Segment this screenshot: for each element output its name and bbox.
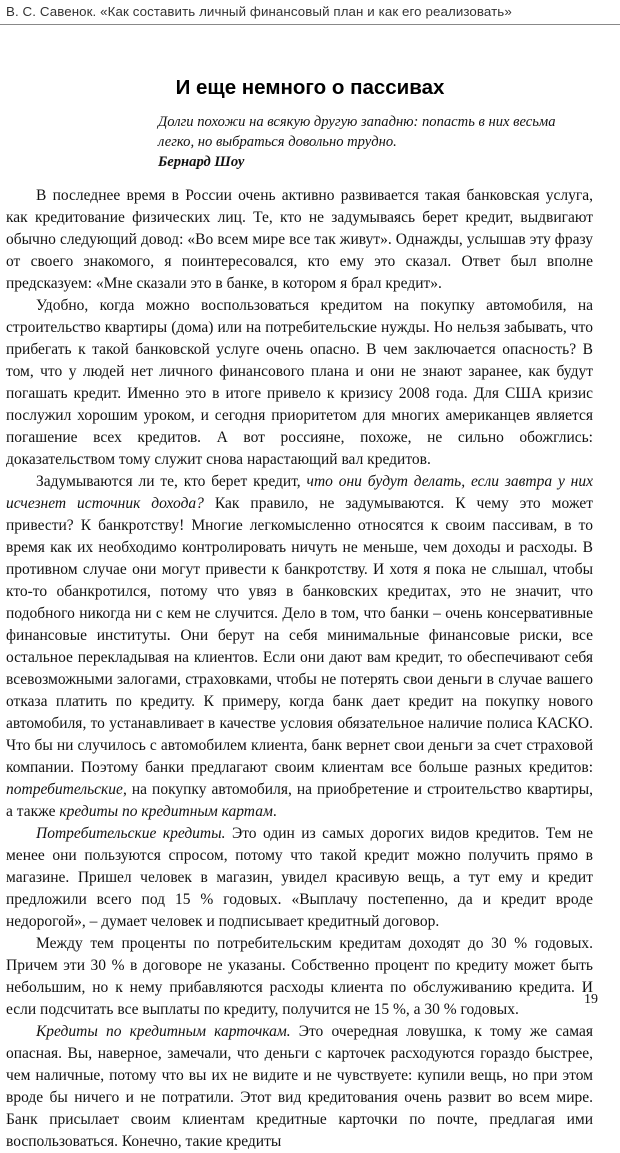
paragraph-1: В последнее время в России очень активно развивается такая банковская услуга, как кредитование физических лиц. Те, кто не задумываясь берет кредит, выдвигают обычно следующий довод: «Во всем мире все так живут». Однажды, услышав эту фразу от своего знакомого, я поинтересовался, кто ему это сказал. Ответ был вполне предсказуем: «Мне сказали это в банке, в котором я брал кредит». (6, 187, 593, 292)
paragraph-4-lead: Потребительские кредиты. (36, 825, 226, 842)
paragraph-3-italic-consumer: потребительские (6, 781, 123, 798)
paragraph-3-text-c: Как правило, не задумываются. К чему это может привести? К банкротству! Многие легкомысленно относятся к своим пассивам, в то время как их необходимо контролировать ничуть не меньше, чем доходы и расходы. В противном случае они могут привести к банкротству. И хотя я пока не слышал, чтобы кто-то обанкротился, потому что увяз в банковских кредитах, это не значит, что подобного никогда ни с кем не случится. Дело в том, что банки – очень консервативные финансовые институты. Они берут на себя минимальные финансовые риски, все остальное перекладывая на клиентов. Если они дают вам кредит, то обеспечивают себя всевозможными залогами, страховками, чтобы не потерять свои деньги в случае вашего отказа платить по кредиту. К примеру, когда банк дает кредит на покупку нового автомобиля, то устанавливает в качестве условия обязательное наличие полиса КАСКО. Что бы ни случилось с автомобилем клиента, банк вернет свои деньги за счет страховой компании. Поэтому банки предлагают своим клиентам все больше разных кредитов: (6, 495, 593, 776)
paragraph-6-text: Это очередная ловушка, к тому же самая опасная. Вы, наверное, замечали, что деньги с карточек расходуются гораздо быстрее, чем наличные, потому что вы их не видите и не чувствуете: купили вещь, но при этом вроде бы ничего и не потратили. Этот вид кредитования очень развит во всем мире. Банк присылает своим клиентам кредитные карточки по почте, предлагая ими воспользоваться. Конечно, такие кредиты (6, 1023, 594, 1150)
paragraph-6-lead: Кредиты по кредитным карточкам. (36, 1023, 291, 1040)
paragraph-4-text: Это один из самых дорогих видов кредитов. Тем не менее они пользуются спросом, потому что такой кредит можно получить прямо в магазине. Пришел человек в магазин, увидел красивую вещь, а тут ему и кредит предложили всего под 15 % годовых. «Выплачу постепенно, да и кредит вроде недорогой», – думает человек и подписывает кредитный договор. (6, 825, 593, 930)
paragraph-3-text-g: . (272, 803, 277, 820)
paragraph-3 (6, 471, 593, 823)
page-number: 19 (584, 992, 598, 1007)
running-head: В. С. Савенок. «Как составить личный финансовый план и как его реализовать» (6, 4, 512, 19)
header-divider (0, 24, 620, 25)
epigraph-quote: Долги похожи на всякую другую западню: попасть в них весьма легко, но выбраться довольно трудно. (158, 114, 556, 150)
chapter-title: И еще немного о пассивах (175, 76, 445, 99)
epigraph-author: Бернард Шоу (158, 154, 245, 170)
body-text (6, 185, 593, 1153)
paragraph-3-italic-question: что они будут делать, если завтра у них исчезнет источник дохода? (6, 473, 593, 512)
paragraph-5: Между тем проценты по потребительским кредитам доходят до 30 % годовых. Причем эти 30 % в договоре не указаны. Собственно процент по кредиту может быть небольшим, но к нему прибавляются расходы клиента по обслуживанию кредита. И если подсчитать все выплаты по кредиту, получится не 15 %, а 30 % годовых. (6, 935, 593, 1018)
epigraph (158, 112, 594, 172)
paragraph-4 (6, 823, 593, 933)
paragraph-3-text-e: , на покупку автомобиля, на приобретение и строительство квартиры, а также (6, 781, 593, 820)
paragraph-3-italic-cards: кредиты по кредитным картам (59, 803, 273, 820)
paragraph-6 (6, 1021, 593, 1153)
paragraph-3-text-a: Задумываются ли те, кто берет кредит, (36, 473, 307, 490)
paragraph-2: Удобно, когда можно воспользоваться кредитом на покупку автомобиля, на строительство квартиры (дома) или на потребительские нужды. Но нельзя забывать, что прибегать к такой банковской услуге очень опасно. В чем заключается опасность? В том, что у людей нет личного финансового плана и они не знают заранее, как будут погашать кредит. Именно это в итоге привело к кризису 2008 года. Для США кризис послужил хорошим уроком, и сегодня приоритетом для многих американцев является погашение всех кредитов. А вот россияне, похоже, не сильно обожглись: доказательством тому служит снова нарастающий вал кредитов. (6, 297, 593, 468)
